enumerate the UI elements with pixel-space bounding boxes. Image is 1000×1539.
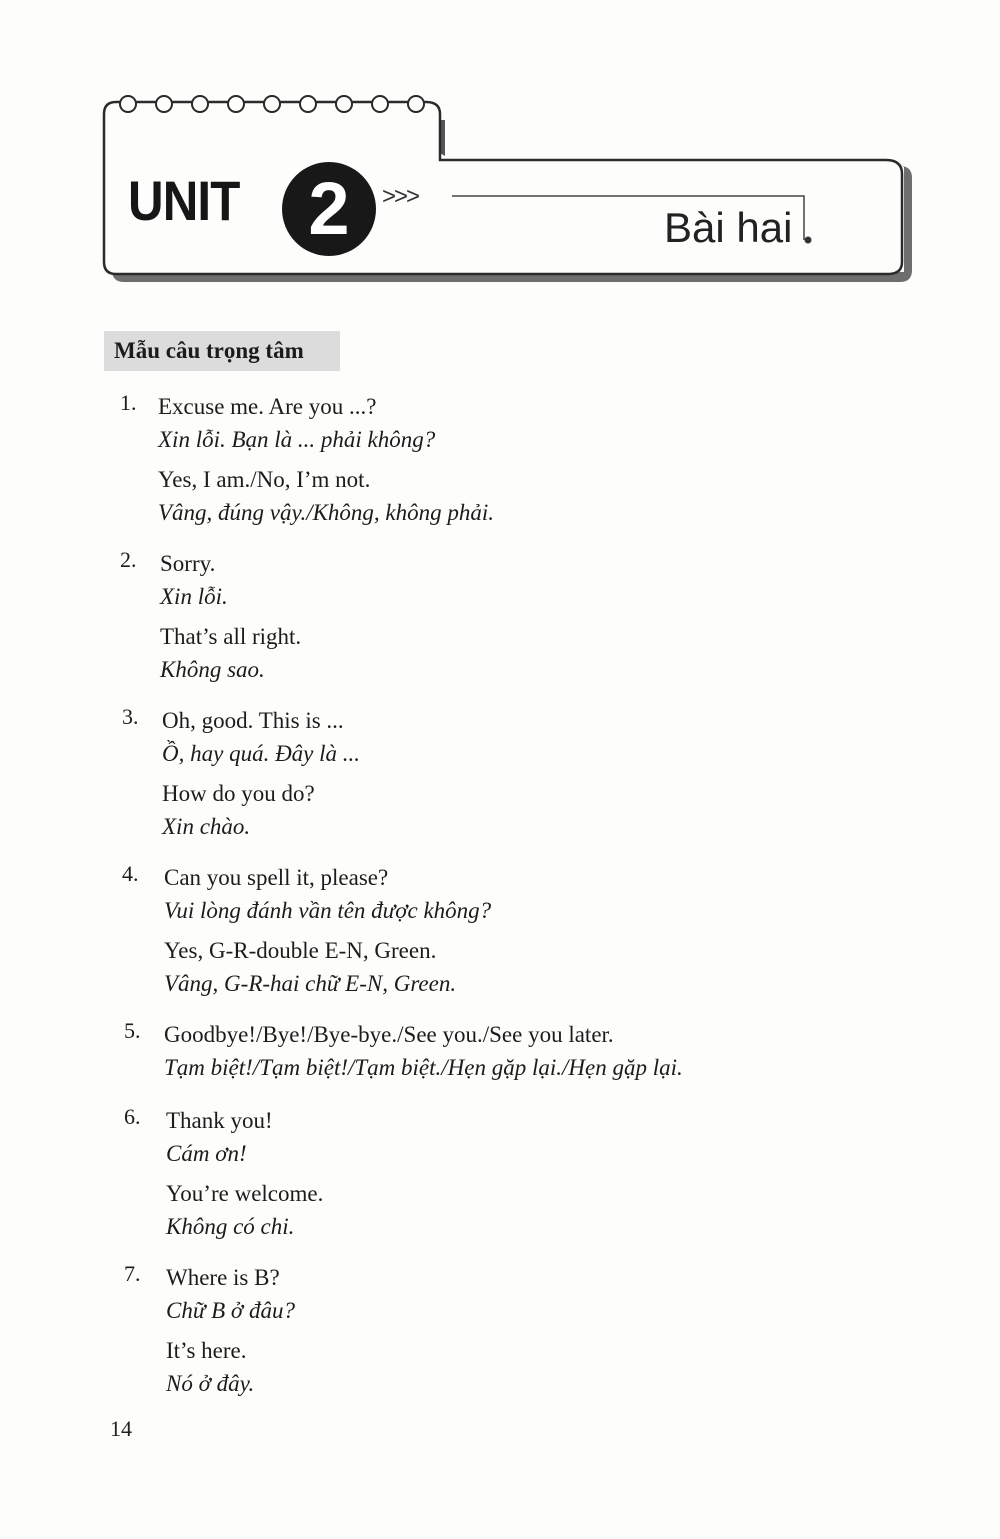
vietnamese-translation: Ồ, hay quá. Đây là ... — [162, 741, 361, 766]
english-sentence: Thank you! — [166, 1108, 273, 1133]
english-sentence: You’re welcome. — [166, 1181, 324, 1206]
vietnamese-translation: Tạm biệt!/Tạm biệt!/Tạm biệt./Hẹn gặp lại./Hẹn gặp lại. — [164, 1055, 683, 1080]
vietnamese-translation: Nó ở đây. — [166, 1371, 255, 1396]
unit-subtitle: Bài hai — [664, 204, 793, 251]
vietnamese-translation: Vâng, đúng vậy./Không, không phải. — [158, 500, 495, 525]
unit-number-badge: 2 — [282, 162, 376, 256]
phrase-item — [124, 1018, 683, 1084]
item-number: 5. — [124, 1018, 141, 1043]
vietnamese-translation: Chữ B ở đâu? — [166, 1298, 295, 1323]
vietnamese-translation: Không sao. — [160, 657, 265, 682]
arrows-icon: >>> — [382, 183, 419, 210]
vietnamese-translation: Xin lỗi. Bạn là ... phải không? — [158, 427, 436, 452]
page-number: 14 — [110, 1416, 132, 1441]
vietnamese-translation: Không có chi. — [166, 1214, 295, 1239]
english-sentence: How do you do? — [162, 781, 315, 806]
unit-header-frame — [0, 0, 1000, 300]
phrase-item — [122, 704, 360, 843]
english-sentence: Sorry. — [160, 551, 216, 576]
item-number: 7. — [124, 1261, 141, 1286]
item-number: 3. — [122, 704, 139, 729]
unit-label: UNIT — [128, 169, 240, 232]
item-number: 4. — [122, 861, 139, 886]
vietnamese-translation: Vâng, G-R-hai chữ E-N, Green. — [164, 971, 457, 996]
vietnamese-translation: Xin chào. — [162, 814, 251, 839]
english-sentence: Yes, G-R-double E-N, Green. — [164, 938, 437, 963]
item-number: 2. — [120, 547, 137, 572]
english-sentence: Yes, I am./No, I’m not. — [158, 467, 371, 492]
binder-rings-icon — [120, 96, 424, 112]
english-sentence: It’s here. — [166, 1338, 247, 1363]
vietnamese-translation: Vui lòng đánh vần tên được không? — [164, 898, 492, 923]
vietnamese-translation: Cám ơn! — [166, 1141, 247, 1166]
english-sentence: Where is B? — [166, 1265, 280, 1290]
english-sentence: Oh, good. This is ... — [162, 708, 344, 733]
phrase-item — [120, 547, 301, 686]
english-sentence: That’s all right. — [160, 624, 302, 649]
item-number: 1. — [120, 390, 137, 415]
item-number: 6. — [124, 1104, 141, 1129]
english-sentence: Goodbye!/Bye!/Bye-bye./See you./See you later. — [164, 1022, 614, 1047]
english-sentence: Can you spell it, please? — [164, 865, 389, 890]
phrase-item — [120, 390, 494, 529]
phrase-item — [124, 1261, 295, 1400]
phrase-item — [124, 1104, 323, 1243]
section-heading: Mẫu câu trọng tâm — [104, 331, 340, 371]
vietnamese-translation: Xin lỗi. — [160, 584, 228, 609]
english-sentence: Excuse me. Are you ...? — [158, 394, 377, 419]
phrase-item — [122, 861, 491, 1000]
